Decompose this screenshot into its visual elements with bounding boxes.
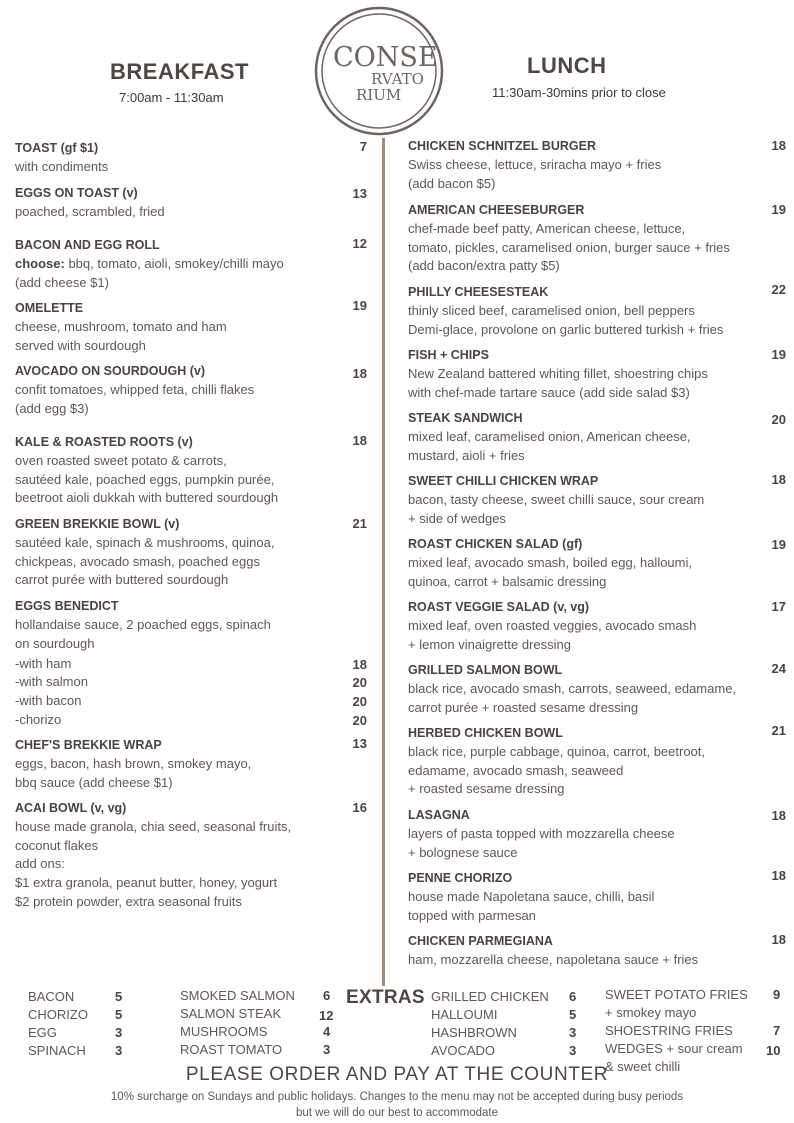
lunch-item-name: FISH + CHIPS xyxy=(408,348,489,362)
lunch-item-price: 18 xyxy=(771,138,786,153)
lunch-item-name: HERBED CHICKEN BOWL xyxy=(408,726,563,740)
lunch-item-price: 19 xyxy=(771,202,786,217)
breakfast-item-desc-text: house made granola, chia seed, seasonal fruits, coconut flakes add ons: $1 extra granola, peanut butter, honey, yogurt $2 protein powder, extra seasonal fruits xyxy=(15,819,292,909)
lunch-item-desc xyxy=(408,491,788,528)
lunch-item-price: 24 xyxy=(771,661,786,676)
breakfast-item xyxy=(15,184,355,222)
eggs-benedict-option: -with salmon xyxy=(15,674,88,689)
lunch-item-name: PHILLY CHEESESTEAK xyxy=(408,285,549,299)
breakfast-item-price: 13 xyxy=(352,736,367,751)
extra-item-name: MUSHROOMS xyxy=(180,1024,268,1039)
lunch-item-desc-text: thinly sliced beef, caramelised onion, bell peppers Demi-glace, provolone on garlic buttered turkish + fries xyxy=(408,303,724,337)
breakfast-item-name: OMELETTE xyxy=(15,301,84,315)
lunch-item-desc-text: mixed leaf, caramelised onion, American cheese, mustard, aioli + fries xyxy=(408,429,691,463)
order-instructions: PLEASE ORDER AND PAY AT THE COUNTER xyxy=(185,1064,609,1085)
extra-item-name: SWEET POTATO FRIES + smokey mayo xyxy=(605,987,748,1020)
lunch-item xyxy=(408,137,788,193)
breakfast-item xyxy=(15,139,355,177)
lunch-item-desc xyxy=(408,680,788,717)
extra-item-name: WEDGES + sour cream & sweet chilli xyxy=(605,1041,743,1074)
lunch-item xyxy=(408,201,788,276)
eggs-benedict-option: -with bacon xyxy=(15,693,82,708)
extra-item-price: 6 xyxy=(569,989,577,1004)
lunch-item-price: 22 xyxy=(771,282,786,297)
breakfast-item-name: AVOCADO ON SOURDOUGH (v) xyxy=(15,364,206,378)
breakfast-item-price: 16 xyxy=(352,800,367,815)
breakfast-title: BREAKFAST xyxy=(110,59,249,84)
breakfast-hours: 7:00am - 11:30am xyxy=(119,90,224,105)
breakfast-item-desc xyxy=(15,255,355,292)
breakfast-item-desc xyxy=(15,755,355,792)
extra-item-price: 9 xyxy=(773,987,781,1002)
eggs-benedict-option-price: 20 xyxy=(352,694,367,709)
breakfast-item-price: 12 xyxy=(352,236,367,251)
lunch-item-desc-text: black rice, purple cabbage, quinoa, carrot, beetroot, edamame, avocado smash, seaweed + roasted sesame dressing xyxy=(408,744,706,797)
extra-item-name: SHOESTRING FRIES xyxy=(605,1023,733,1038)
eggs-benedict-option-price: 18 xyxy=(352,657,367,672)
extra-item-price: 3 xyxy=(569,1043,577,1058)
lunch-item-name: LASAGNA xyxy=(408,808,470,822)
breakfast-item-desc-text: hollandaise sauce, 2 poached eggs, spinach on sourdough xyxy=(15,617,271,651)
extra-item-price: 5 xyxy=(115,1007,123,1022)
lunch-item xyxy=(408,724,788,799)
breakfast-item-desc xyxy=(15,158,355,177)
extra-item-name: EGG xyxy=(28,1025,57,1040)
extra-item-price: 3 xyxy=(569,1025,577,1040)
logo-text-line1: CONSE xyxy=(333,42,438,73)
breakfast-item-name: BACON AND EGG ROLL xyxy=(15,238,160,252)
breakfast-item-desc xyxy=(15,381,355,418)
breakfast-item-desc-text: confit tomatoes, whipped feta, chilli flakes (add egg $3) xyxy=(15,382,255,416)
lunch-item-price: 18 xyxy=(771,808,786,823)
breakfast-item-desc xyxy=(15,318,355,355)
breakfast-item-desc xyxy=(15,616,355,653)
surcharge-note-line2: but we will do our best to accommodate xyxy=(296,1107,498,1119)
eggs-benedict-option-price: 20 xyxy=(352,713,367,728)
lunch-item-name: AMERICAN CHEESEBURGER xyxy=(408,203,585,217)
extra-item-price: 12 xyxy=(319,1008,334,1023)
conservatorium-logo xyxy=(313,4,445,138)
breakfast-item xyxy=(15,597,355,653)
lunch-item-price: 21 xyxy=(771,723,786,738)
lunch-item-desc-text: house made Napoletana sauce, chilli, basil topped with parmesan xyxy=(408,889,655,923)
lunch-item-desc xyxy=(408,220,788,276)
breakfast-item xyxy=(15,736,355,792)
lunch-item xyxy=(408,598,788,654)
breakfast-item-price: 21 xyxy=(352,516,367,531)
extra-item-name: AVOCADO xyxy=(431,1043,496,1058)
lunch-item-desc xyxy=(408,743,788,799)
lunch-item xyxy=(408,932,788,970)
lunch-item xyxy=(408,283,788,339)
extra-item-price: 3 xyxy=(115,1025,123,1040)
eggs-benedict-option-price: 20 xyxy=(352,675,367,690)
breakfast-item xyxy=(15,299,355,355)
lunch-item-desc-text: black rice, avocado smash, carrots, seaweed, edamame, carrot purée + roasted sesame dressing xyxy=(408,681,737,715)
lunch-item xyxy=(408,472,788,528)
breakfast-item xyxy=(15,433,355,508)
extra-item-price: 6 xyxy=(323,988,331,1003)
lunch-item-desc xyxy=(408,951,788,970)
logo-text-line2: RVATO xyxy=(371,70,424,88)
eggs-benedict-option: -with ham xyxy=(15,656,72,671)
lunch-item-name: SWEET CHILLI CHICKEN WRAP xyxy=(408,474,599,488)
lunch-item xyxy=(408,409,788,465)
lunch-title: LUNCH xyxy=(527,53,607,78)
extra-item-price: 10 xyxy=(766,1043,781,1058)
extra-item-name: HASHBROWN xyxy=(431,1025,517,1040)
lunch-item-name: CHICKEN SCHNITZEL BURGER xyxy=(408,139,596,153)
lunch-hours: 11:30am-30mins prior to close xyxy=(492,85,666,100)
breakfast-item-name: TOAST (gf $1) xyxy=(15,141,99,155)
lunch-item-price: 18 xyxy=(771,932,786,947)
breakfast-item-desc-text: bbq, tomato, aioli, smokey/chilli mayo (add cheese $1) xyxy=(15,256,284,290)
lunch-item xyxy=(408,535,788,591)
surcharge-note xyxy=(0,1089,794,1121)
lunch-item-desc-text: layers of pasta topped with mozzarella cheese + bolognese sauce xyxy=(408,826,675,860)
breakfast-item-desc-text: sautéed kale, spinach & mushrooms, quinoa, chickpeas, avocado smash, poached eggs carrot purée with buttered sourdough xyxy=(15,535,275,588)
lunch-item-desc-text: chef-made beef patty, American cheese, lettuce, tomato, pickles, caramelised onion, burger sauce + fries (add bacon/extra patty $5) xyxy=(408,221,730,274)
breakfast-item-name: EGGS BENEDICT xyxy=(15,599,119,613)
lunch-item-desc xyxy=(408,365,788,402)
lunch-item xyxy=(408,346,788,402)
lunch-item-price: 19 xyxy=(771,347,786,362)
breakfast-item-desc xyxy=(15,534,355,590)
breakfast-item-name: EGGS ON TOAST (v) xyxy=(15,186,138,200)
breakfast-item-price: 7 xyxy=(359,139,367,154)
breakfast-item-name: GREEN BREKKIE BOWL (v) xyxy=(15,517,180,531)
breakfast-item-price: 19 xyxy=(352,298,367,313)
lunch-item-price: 20 xyxy=(771,412,786,427)
breakfast-item xyxy=(15,799,355,912)
breakfast-item-name: CHEF'S BREKKIE WRAP xyxy=(15,738,162,752)
extra-item-name: ROAST TOMATO xyxy=(180,1042,283,1057)
lunch-item-desc-text: mixed leaf, avocado smash, boiled egg, halloumi, quinoa, carrot + balsamic dressing xyxy=(408,555,692,589)
extra-item-price: 3 xyxy=(323,1042,331,1057)
lunch-item xyxy=(408,869,788,925)
lunch-item-price: 19 xyxy=(771,537,786,552)
breakfast-item-name: KALE & ROASTED ROOTS (v) xyxy=(15,435,193,449)
breakfast-item xyxy=(15,236,355,292)
logo-text-line3: RIUM xyxy=(356,86,402,104)
eggs-benedict-option: -chorizo xyxy=(15,712,62,727)
lunch-item-desc xyxy=(408,825,788,862)
lunch-item-desc xyxy=(408,156,788,193)
lunch-item-desc xyxy=(408,554,788,591)
lunch-item-desc-text: ham, mozzarella cheese, napoletana sauce + fries xyxy=(408,952,699,967)
lunch-item-price: 17 xyxy=(771,599,786,614)
breakfast-item xyxy=(15,362,355,418)
lunch-item-desc xyxy=(408,428,788,465)
extra-item-price: 5 xyxy=(115,989,123,1004)
lunch-item-name: GRILLED SALMON BOWL xyxy=(408,663,563,677)
breakfast-item-name: ACAI BOWL (v, vg) xyxy=(15,801,127,815)
lunch-item-desc-text: New Zealand battered whiting fillet, shoestring chips with chef-made tartare sauce (add side salad $3) xyxy=(408,366,708,400)
extra-item-price: 3 xyxy=(115,1043,123,1058)
lunch-item xyxy=(408,661,788,717)
breakfast-item xyxy=(15,515,355,590)
extra-item-name: SMOKED SALMON xyxy=(180,988,295,1003)
breakfast-item-price: 18 xyxy=(352,366,367,381)
lunch-item-desc xyxy=(408,617,788,654)
lunch-item xyxy=(408,806,788,862)
breakfast-item-desc-text: cheese, mushroom, tomato and ham served with sourdough xyxy=(15,319,227,353)
extra-item-name: HALLOUMI xyxy=(431,1007,498,1022)
lunch-item-desc-text: Swiss cheese, lettuce, sriracha mayo + fries (add bacon $5) xyxy=(408,157,662,191)
breakfast-item-desc-text: eggs, bacon, hash brown, smokey mayo, bbq sauce (add cheese $1) xyxy=(15,756,252,790)
column-divider xyxy=(382,138,385,986)
lunch-item-name: STEAK SANDWICH xyxy=(408,411,523,425)
extra-item-price: 7 xyxy=(773,1023,781,1038)
lunch-item-desc-text: mixed leaf, oven roasted veggies, avocado smash + lemon vinaigrette dressing xyxy=(408,618,697,652)
lunch-item-desc xyxy=(408,888,788,925)
lunch-item-price: 18 xyxy=(771,868,786,883)
lunch-item-desc-text: bacon, tasty cheese, sweet chilli sauce, sour cream + side of wedges xyxy=(408,492,705,526)
surcharge-note-line1: 10% surcharge on Sundays and public holidays. Changes to the menu may not be accepted during busy periods xyxy=(110,1091,684,1103)
breakfast-item-price: 13 xyxy=(352,186,367,201)
lunch-item-name: ROAST VEGGIE SALAD (v, vg) xyxy=(408,600,590,614)
breakfast-item-desc-text: with condiments xyxy=(15,159,109,174)
extras-title: EXTRAS xyxy=(346,987,425,1008)
extra-item-name: SALMON STEAK xyxy=(180,1006,282,1021)
breakfast-item-desc-text: poached, scrambled, fried xyxy=(15,204,165,219)
extra-item-price: 5 xyxy=(569,1007,577,1022)
breakfast-item-desc-prefix: choose: xyxy=(15,256,65,271)
lunch-item-desc xyxy=(408,302,788,339)
lunch-item-price: 18 xyxy=(771,472,786,487)
lunch-item-name: ROAST CHICKEN SALAD (gf) xyxy=(408,537,583,551)
breakfast-item-desc xyxy=(15,203,355,222)
lunch-item-name: CHICKEN PARMEGIANA xyxy=(408,934,553,948)
extra-item-name: BACON xyxy=(28,989,75,1004)
breakfast-item-desc xyxy=(15,818,355,912)
breakfast-item-desc-text: oven roasted sweet potato & carrots, sautéed kale, poached eggs, pumpkin purée, beetroot aioli dukkah with buttered sourdough xyxy=(15,453,279,506)
lunch-item-name: PENNE CHORIZO xyxy=(408,871,513,885)
breakfast-item-price: 18 xyxy=(352,433,367,448)
extra-item-name: GRILLED CHICKEN xyxy=(431,989,549,1004)
extra-item-name: SPINACH xyxy=(28,1043,86,1058)
extra-item-name: CHORIZO xyxy=(28,1007,88,1022)
extra-item-price: 4 xyxy=(323,1024,331,1039)
breakfast-item-desc xyxy=(15,452,355,508)
